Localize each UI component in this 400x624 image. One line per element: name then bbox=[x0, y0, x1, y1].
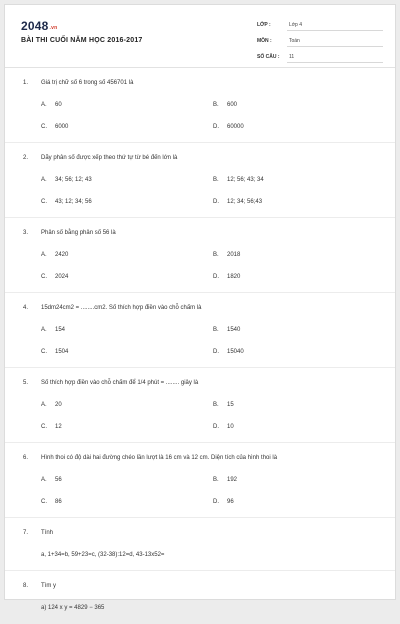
answer-letter: A. bbox=[41, 102, 47, 108]
answer-option-a[interactable] bbox=[41, 175, 213, 185]
question-2 bbox=[5, 143, 395, 218]
answer-options bbox=[23, 400, 379, 432]
answer-option-b[interactable] bbox=[213, 175, 363, 185]
answer-letter: B. bbox=[213, 102, 219, 108]
question-text: Tính bbox=[41, 530, 54, 536]
answer-letter: B. bbox=[213, 477, 219, 483]
question-3 bbox=[5, 218, 395, 293]
question-4 bbox=[5, 293, 395, 368]
meta-row-count bbox=[257, 51, 383, 63]
meta-label-count: SỐ CÂU : bbox=[257, 54, 280, 60]
meta-value-subject: Toán bbox=[287, 36, 383, 47]
question-content: a) 124 x y = 4829 − 365 bbox=[41, 605, 105, 611]
question-7 bbox=[5, 518, 395, 571]
answer-letter: C. bbox=[41, 349, 47, 355]
answer-option-b[interactable] bbox=[213, 100, 363, 110]
answer-option-c[interactable] bbox=[41, 497, 213, 507]
logo-suffix: .vn bbox=[49, 25, 58, 31]
answer-options bbox=[23, 100, 379, 132]
answer-options bbox=[23, 175, 379, 207]
answer-letter: B. bbox=[213, 252, 219, 258]
answer-text: 86 bbox=[55, 499, 62, 505]
answer-option-d[interactable] bbox=[213, 422, 363, 432]
answer-letter: D. bbox=[213, 124, 219, 130]
answer-text: 15040 bbox=[227, 349, 244, 355]
answer-letter: A. bbox=[41, 477, 47, 483]
answer-letter: C. bbox=[41, 199, 47, 205]
answer-letter: B. bbox=[213, 402, 219, 408]
answer-text: 154 bbox=[55, 327, 66, 333]
question-5 bbox=[5, 368, 395, 443]
answer-text: 56 bbox=[55, 477, 62, 483]
answer-letter: D. bbox=[213, 499, 219, 505]
answer-text: 2024 bbox=[55, 274, 69, 280]
answer-option-a[interactable] bbox=[41, 100, 213, 110]
answer-option-b[interactable] bbox=[213, 250, 363, 260]
question-number: 4. bbox=[23, 305, 29, 311]
answer-option-d[interactable] bbox=[213, 197, 363, 207]
question-number: 1. bbox=[23, 80, 29, 86]
question-number: 5. bbox=[23, 380, 29, 386]
answer-text: 10 bbox=[227, 424, 234, 430]
answer-letter: D. bbox=[213, 274, 219, 280]
question-1 bbox=[5, 68, 395, 143]
exam-title: BÀI THI CUỐI NĂM HỌC 2016-2017 bbox=[21, 37, 143, 44]
answer-option-a[interactable] bbox=[41, 475, 213, 485]
answer-text: 12; 34; 56;43 bbox=[227, 199, 263, 205]
answer-text: 600 bbox=[227, 102, 238, 108]
answer-option-d[interactable] bbox=[213, 122, 363, 132]
question-number: 3. bbox=[23, 230, 29, 236]
exam-header bbox=[5, 5, 395, 68]
answer-letter: A. bbox=[41, 252, 47, 258]
answer-letter: C. bbox=[41, 124, 47, 130]
question-text: Hình thoi có độ dài hai đường chéo lần lượt là 16 cm và 12 cm. Diện tích của hình thoi là bbox=[41, 455, 278, 461]
answer-text: 1504 bbox=[55, 349, 69, 355]
answer-letter: A. bbox=[41, 177, 47, 183]
question-content: a, 1+34=b, 59+23=c, (32-38):12=d, 43-13x52= bbox=[41, 552, 165, 558]
answer-option-c[interactable] bbox=[41, 347, 213, 357]
question-text: Phân số bằng phân số 56 là bbox=[41, 230, 116, 236]
question-text: Giá trị chữ số 6 trong số 456701 là bbox=[41, 80, 134, 86]
exam-meta bbox=[257, 19, 383, 67]
answer-text: 60 bbox=[55, 102, 62, 108]
answer-letter: C. bbox=[41, 424, 47, 430]
answer-text: 6000 bbox=[55, 124, 69, 130]
answer-letter: A. bbox=[41, 327, 47, 333]
answer-letter: B. bbox=[213, 177, 219, 183]
answer-text: 192 bbox=[227, 477, 238, 483]
question-number: 2. bbox=[23, 155, 29, 161]
answer-text: 43; 12; 34; 56 bbox=[55, 199, 92, 205]
answer-option-a[interactable] bbox=[41, 325, 213, 335]
answer-text: 12; 56; 43; 34 bbox=[227, 177, 264, 183]
answer-options bbox=[23, 475, 379, 507]
question-number: 7. bbox=[23, 530, 29, 536]
answer-option-b[interactable] bbox=[213, 325, 363, 335]
answer-option-d[interactable] bbox=[213, 497, 363, 507]
answer-option-c[interactable] bbox=[41, 422, 213, 432]
answer-option-c[interactable] bbox=[41, 272, 213, 282]
answer-option-c[interactable] bbox=[41, 197, 213, 207]
answer-text: 34; 56; 12; 43 bbox=[55, 177, 92, 183]
answer-letter: C. bbox=[41, 274, 47, 280]
question-number: 6. bbox=[23, 455, 29, 461]
answer-letter: C. bbox=[41, 499, 47, 505]
answer-text: 60000 bbox=[227, 124, 244, 130]
answer-text: 1820 bbox=[227, 274, 241, 280]
site-logo[interactable] bbox=[21, 19, 57, 33]
question-6 bbox=[5, 443, 395, 518]
answer-options bbox=[23, 250, 379, 282]
answer-text: 12 bbox=[55, 424, 62, 430]
answer-text: 2018 bbox=[227, 252, 241, 258]
answer-options bbox=[23, 325, 379, 357]
answer-option-a[interactable] bbox=[41, 400, 213, 410]
answer-option-a[interactable] bbox=[41, 250, 213, 260]
answer-text: 96 bbox=[227, 499, 234, 505]
answer-option-c[interactable] bbox=[41, 122, 213, 132]
meta-row-class bbox=[257, 19, 383, 31]
exam-paper bbox=[4, 4, 396, 611]
answer-letter: D. bbox=[213, 349, 219, 355]
meta-row-subject bbox=[257, 35, 383, 47]
answer-letter: A. bbox=[41, 402, 47, 408]
answer-option-d[interactable] bbox=[213, 347, 363, 357]
answer-text: 20 bbox=[55, 402, 62, 408]
question-text: Tìm y bbox=[41, 583, 56, 589]
question-8 bbox=[5, 571, 395, 624]
meta-label-subject: MÔN : bbox=[257, 38, 272, 44]
question-text: 15dm24cm2 = ........cm2. Số thích hợp điền vào chỗ chấm là bbox=[41, 305, 202, 311]
question-text: Dãy phân số được xếp theo thứ tự từ bé đến lớn là bbox=[41, 155, 178, 161]
meta-label-class: LỚP : bbox=[257, 22, 271, 28]
meta-value-count: 11 bbox=[287, 52, 383, 63]
answer-option-b[interactable] bbox=[213, 400, 363, 410]
answer-letter: D. bbox=[213, 199, 219, 205]
answer-letter: B. bbox=[213, 327, 219, 333]
logo-main: 2048 bbox=[21, 19, 49, 33]
answer-text: 1540 bbox=[227, 327, 241, 333]
answer-letter: D. bbox=[213, 424, 219, 430]
answer-text: 15 bbox=[227, 402, 234, 408]
question-number: 8. bbox=[23, 583, 29, 589]
answer-option-d[interactable] bbox=[213, 272, 363, 282]
meta-value-class: Lớp 4 bbox=[287, 20, 383, 31]
answer-option-b[interactable] bbox=[213, 475, 363, 485]
question-text: Số thích hợp điền vào chỗ chấm để 1/4 phút = ........ giây là bbox=[41, 380, 199, 386]
answer-text: 2420 bbox=[55, 252, 69, 258]
question-list bbox=[5, 68, 395, 624]
